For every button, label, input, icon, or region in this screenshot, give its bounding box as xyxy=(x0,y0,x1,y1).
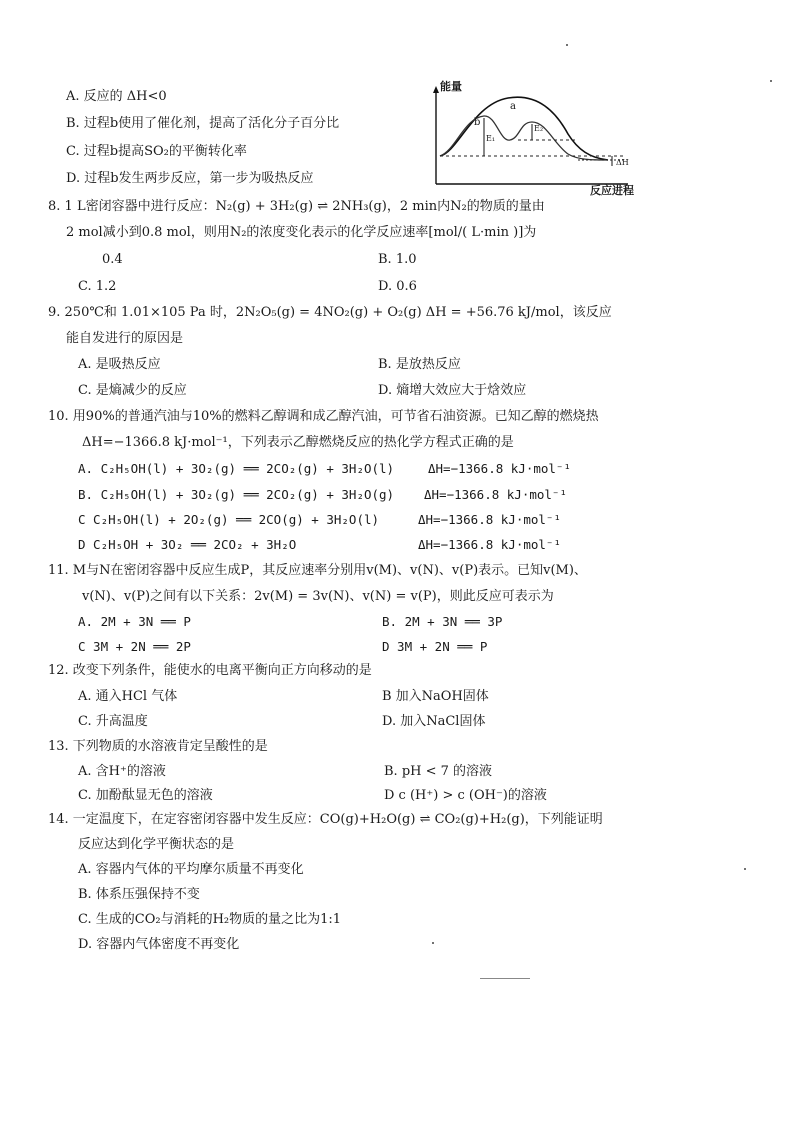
q10-option-b-dh: ΔH=−1366.8 kJ·mol⁻¹ xyxy=(424,487,567,502)
q13-stem-line1: 13. 下列物质的水溶液肯定呈酸性的是 xyxy=(48,739,268,754)
q13-option-c: C. 加酚酞显无色的溶液 xyxy=(78,788,213,803)
curve-b xyxy=(440,116,608,160)
q9-stem-line1: 9. 250℃和 1.01×105 Pa 时，2N₂O₅(g) = 4NO₂(g) + O₂(g) ΔH = +56.76 kJ/mol，该反应 xyxy=(48,305,612,320)
q11-option-d: D 3M + 2N ══ P xyxy=(382,639,488,654)
y-axis-arrow-icon xyxy=(433,86,439,93)
q8-option-a: 0.4 xyxy=(102,252,123,267)
q10-option-c-dh: ΔH=−1366.8 kJ·mol⁻¹ xyxy=(418,512,561,527)
q14-option-a: A. 容器内气体的平均摩尔质量不再变化 xyxy=(78,862,304,877)
scan-speck xyxy=(744,868,746,870)
scan-speck xyxy=(770,80,772,82)
q10-option-b: B. C₂H₅OH(l) + 3O₂(g) ══ 2CO₂(g) + 3H₂O(g) xyxy=(78,487,395,502)
q11-option-c: C 3M + 2N ══ 2P xyxy=(78,639,191,654)
q13-option-b: B. pH < 7 的溶液 xyxy=(384,764,493,779)
q14-option-d: D. 容器内气体密度不再变化 xyxy=(78,937,240,952)
e1-label: E₁ xyxy=(486,134,496,143)
q13-option-d: D c (H⁺) > c (OH⁻)的溶液 xyxy=(384,788,547,803)
q9-stem-line2: 能自发进行的原因是 xyxy=(66,331,184,346)
q10-option-c: C C₂H₅OH(l) + 2O₂(g) ══ 2CO(g) + 3H₂O(l) xyxy=(78,512,380,527)
dh-label: ΔH xyxy=(616,158,629,167)
q9-option-b: B. 是放热反应 xyxy=(378,357,461,372)
q10-stem-line1: 10. 用90%的普通汽油与10%的燃料乙醇调和成乙醇汽油，可节省石油资源。已知乙醇的燃烧热 xyxy=(48,409,599,424)
q14-option-b: B. 体系压强保持不变 xyxy=(78,887,200,902)
q12-option-b: B 加入NaOH固体 xyxy=(382,689,489,704)
q11-stem-line1: 11. M与N在密闭容器中反应生成P，其反应速率分别用v(M)、v(N)、v(P)表示。已知v(M)、 xyxy=(48,563,587,578)
q9-option-d: D. 熵增大效应大于焓效应 xyxy=(378,383,527,398)
q8-option-b: B. 1.0 xyxy=(378,252,417,267)
q14-stem-line1: 14. 一定温度下，在定容密闭容器中发生反应：CO(g)+H₂O(g) ⇌ CO₂(g)+H₂(g)，下列能证明 xyxy=(48,812,603,827)
q12-stem-line1: 12. 改变下列条件，能使水的电离平衡向正方向移动的是 xyxy=(48,663,372,678)
q12-option-a: A. 通入HCl 气体 xyxy=(78,689,178,704)
e2-label: E₂ xyxy=(534,124,544,133)
energy-diagram xyxy=(428,80,638,197)
q10-option-a: A. C₂H₅OH(l) + 3O₂(g) ══ 2CO₂(g) + 3H₂O(l) xyxy=(78,461,395,476)
curve-a-label: a xyxy=(510,101,516,112)
q7-option-a: A. 反应的 ΔH<0 xyxy=(66,89,167,104)
q10-option-d-dh: ΔH=−1366.8 kJ·mol⁻¹ xyxy=(418,537,561,552)
q14-stem-line2: 反应达到化学平衡状态的是 xyxy=(78,837,235,852)
q13-option-a: A. 含H⁺的溶液 xyxy=(78,764,166,779)
q14-option-c: C. 生成的CO₂与消耗的H₂物质的量之比为1:1 xyxy=(78,912,342,927)
q8-stem-line1: 8. 1 L密闭容器中进行反应：N₂(g) + 3H₂(g) ⇌ 2NH₃(g)，2 min内N₂的物质的量由 xyxy=(48,199,545,214)
q10-option-a-dh: ΔH=−1366.8 kJ·mol⁻¹ xyxy=(428,461,571,476)
q9-option-a: A. 是吸热反应 xyxy=(78,357,161,372)
q7-option-c: C. 过程b提高SO₂的平衡转化率 xyxy=(66,144,247,159)
scan-speck xyxy=(566,44,568,46)
q11-option-a: A. 2M + 3N ══ P xyxy=(78,614,191,629)
q10-stem-line2: ΔH=−1366.8 kJ·mol⁻¹，下列表示乙醇燃烧反应的热化学方程式正确的是 xyxy=(82,435,514,450)
energy-axis-label: 能量 xyxy=(440,80,462,93)
q8-stem-line2: 2 mol减小到0.8 mol，则用N₂的浓度变化表示的化学反应速率[mol/( L·min )]为 xyxy=(66,225,537,240)
q9-option-c: C. 是熵减少的反应 xyxy=(78,383,187,398)
q11-option-b: B. 2M + 3N ══ 3P xyxy=(382,614,503,629)
q8-option-c: C. 1.2 xyxy=(78,279,117,294)
progress-axis-label: 反应进程 xyxy=(590,184,634,197)
q12-option-d: D. 加入NaCl固体 xyxy=(382,714,486,729)
q7-option-b: B. 过程b使用了催化剂，提高了活化分子百分比 xyxy=(66,116,340,131)
q7-option-d: D. 过程b发生两步反应，第一步为吸热反应 xyxy=(66,171,314,186)
curve-b-label: b xyxy=(474,117,481,128)
q12-option-c: C. 升高温度 xyxy=(78,714,148,729)
q8-option-d: D. 0.6 xyxy=(378,279,417,294)
scan-speck xyxy=(432,942,434,944)
q10-option-d: D C₂H₅OH + 3O₂ ══ 2CO₂ + 3H₂O xyxy=(78,537,297,552)
q11-stem-line2: v(N)、v(P)之间有以下关系：2v(M) = 3v(N)、v(N) = v(P)，则此反应可表示为 xyxy=(82,589,554,604)
scan-mark xyxy=(480,978,530,979)
